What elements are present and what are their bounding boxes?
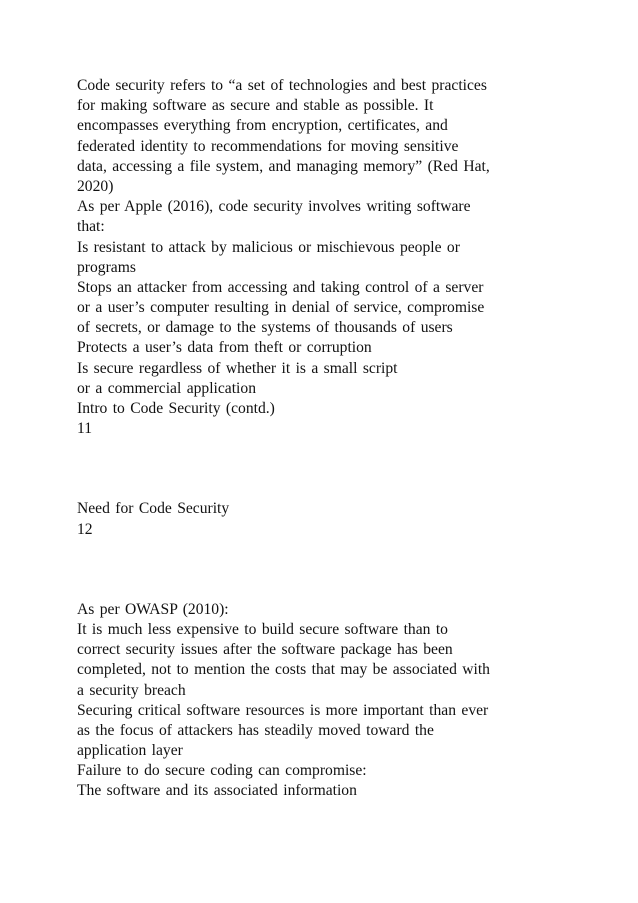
text-line: that: xyxy=(77,218,105,236)
spacer xyxy=(77,439,577,499)
spacer xyxy=(77,540,577,600)
text-line: completed, not to mention the costs that may be associated with xyxy=(77,661,490,679)
text-line: federated identity to recommendations for moving sensitive xyxy=(77,137,459,155)
text-line: for making software as secure and stable as possible. It xyxy=(77,97,434,115)
slide-number: 12 xyxy=(77,520,93,538)
slide-number: 11 xyxy=(77,420,93,438)
text-line: as the focus of attackers has steadily moved toward the xyxy=(77,721,434,739)
text-line: Failure to do secure coding can compromise: xyxy=(77,762,367,780)
text-line: data, accessing a file system, and managing memory” (Red Hat, xyxy=(77,157,490,175)
paragraph-owasp xyxy=(77,600,577,802)
text-line: Securing critical software resources is more important than ever xyxy=(77,701,489,719)
slide-title: Intro to Code Security (contd.) xyxy=(77,400,275,417)
text-line: Protects a user’s data from theft or corruption xyxy=(77,339,372,357)
text-line: 2020) xyxy=(77,177,114,195)
text-line: encompasses everything from encryption, certificates, and xyxy=(77,117,448,135)
text-line: or a commercial application xyxy=(77,379,256,397)
text-line: application layer xyxy=(77,742,183,760)
text-line: Is secure regardless of whether it is a small script xyxy=(77,359,398,377)
text-line: of secrets, or damage to the systems of thousands of users xyxy=(77,319,453,337)
text-line: correct security issues after the software package has been xyxy=(77,641,453,659)
text-line: Is resistant to attack by malicious or mischievous people or xyxy=(77,238,460,256)
text-line: It is much less expensive to build secure software than to xyxy=(77,620,448,638)
text-line: As per Apple (2016), code security involves writing software xyxy=(77,198,471,216)
document-body xyxy=(77,76,577,802)
text-line: The software and its associated information xyxy=(77,782,357,800)
text-line: Stops an attacker from accessing and taking control of a server xyxy=(77,278,484,296)
text-line: Code security refers to “a set of technologies and best practices xyxy=(77,77,487,94)
paragraph-intro-code-security xyxy=(77,76,577,439)
text-line: a security breach xyxy=(77,681,186,699)
slide-title: Need for Code Security xyxy=(77,500,230,518)
text-line: or a user’s computer resulting in denial of service, compromise xyxy=(77,299,485,317)
text-line: programs xyxy=(77,258,136,276)
paragraph-need-for-code-security xyxy=(77,499,577,539)
text-line: As per OWASP (2010): xyxy=(77,600,229,618)
